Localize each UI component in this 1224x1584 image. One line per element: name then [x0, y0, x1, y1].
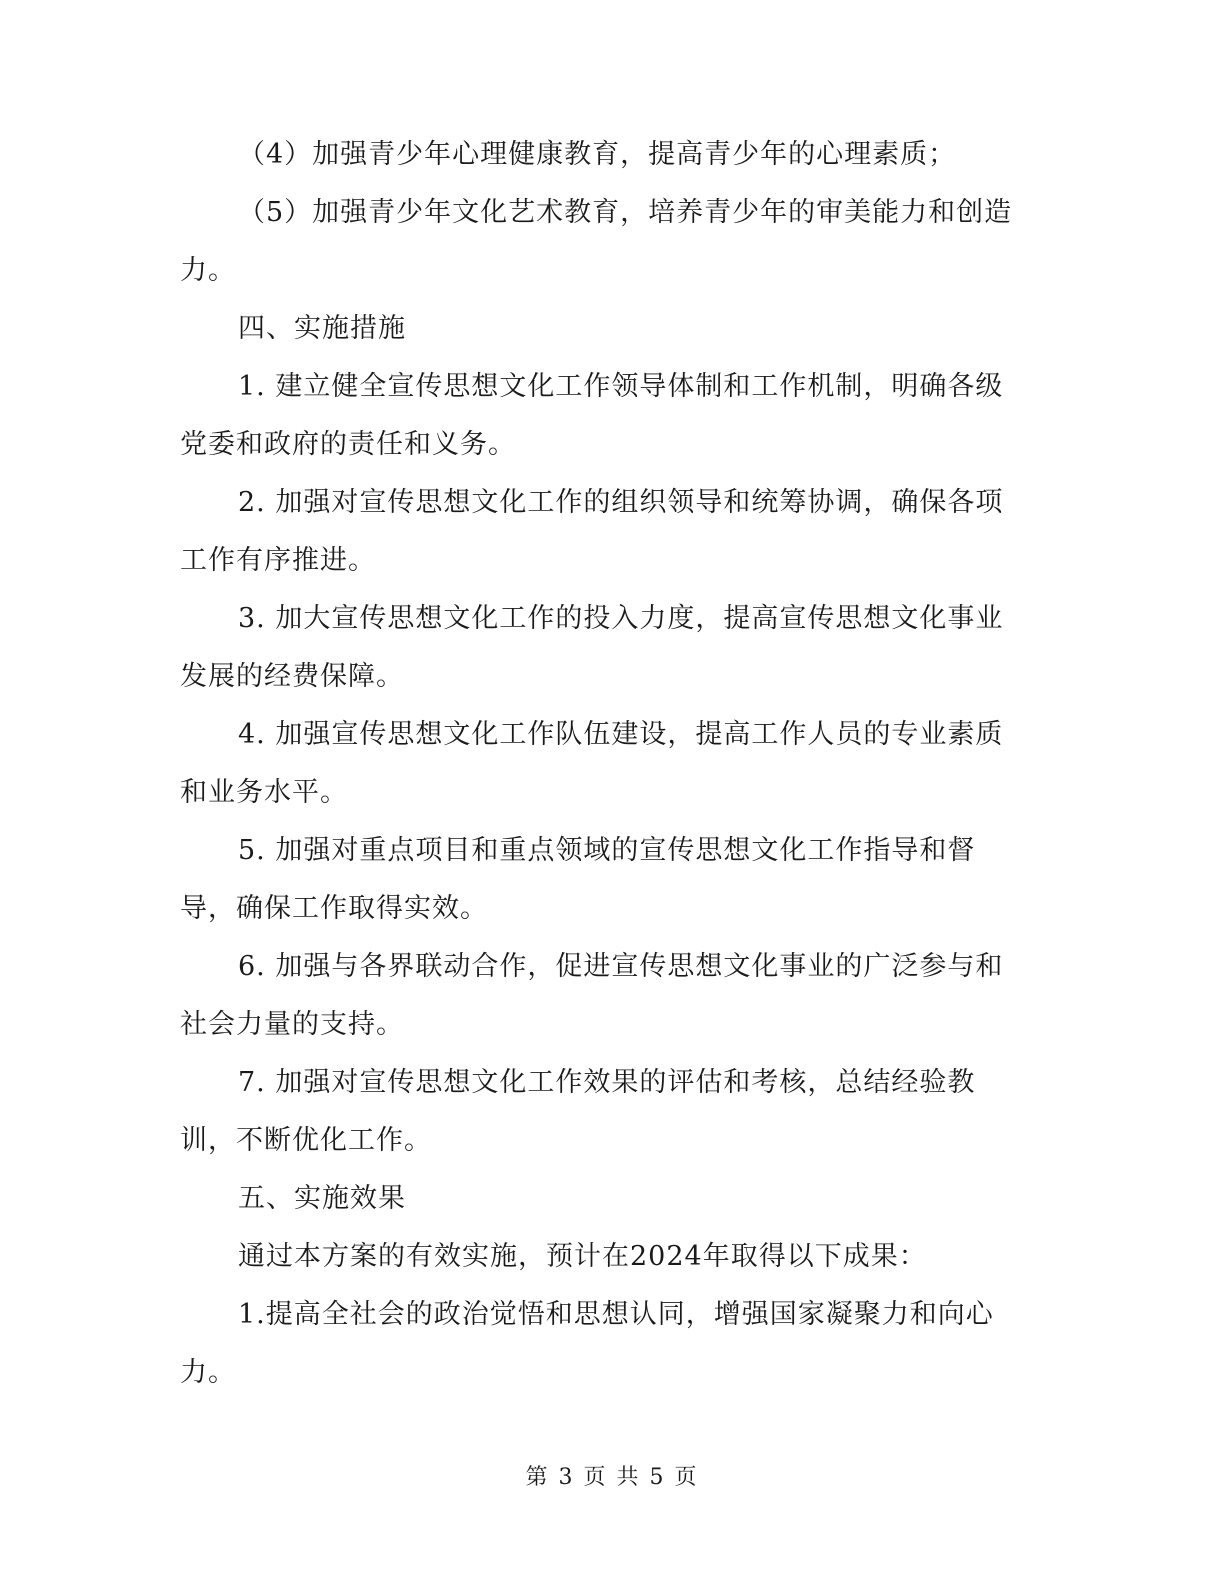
document-body — [180, 126, 1030, 1402]
effects-intro: 通过本方案的有效实施，预计在2024年取得以下成果： — [238, 1241, 927, 1272]
list-item-youth-arts-education: （5）加强青少年文化艺术教育，培养青少年的审美能力和创造力。 — [180, 197, 1013, 286]
page-number-footer: 第 3 页 共 5 页 — [525, 1465, 699, 1490]
list-item-youth-mental-health: （4）加强青少年心理健康教育，提高青少年的心理素质； — [238, 139, 957, 170]
section-heading-implementation-measures: 四、实施措施 — [238, 313, 406, 344]
measure-item-3: 3. 加大宣传思想文化工作的投入力度，提高宣传思想文化事业发展的经费保障。 — [180, 603, 1004, 692]
effect-item-1: 1.提高全社会的政治觉悟和思想认同，增强国家凝聚力和向心力。 — [180, 1299, 994, 1388]
measure-item-7: 7. 加强对宣传思想文化工作效果的评估和考核，总结经验教训，不断优化工作。 — [180, 1067, 976, 1156]
measure-item-6: 6. 加强与各界联动合作，促进宣传思想文化事业的广泛参与和社会力量的支持。 — [180, 951, 1004, 1040]
measure-item-5: 5. 加强对重点项目和重点领域的宣传思想文化工作指导和督导，确保工作取得实效。 — [180, 835, 976, 924]
measure-item-1: 1. 建立健全宣传思想文化工作领导体制和工作机制，明确各级党委和政府的责任和义务。 — [180, 371, 1004, 460]
section-heading-implementation-effects: 五、实施效果 — [238, 1183, 406, 1214]
measure-item-2: 2. 加强对宣传思想文化工作的组织领导和统筹协调，确保各项工作有序推进。 — [180, 487, 1004, 576]
measure-item-4: 4. 加强宣传思想文化工作队伍建设，提高工作人员的专业素质和业务水平。 — [180, 719, 1004, 808]
